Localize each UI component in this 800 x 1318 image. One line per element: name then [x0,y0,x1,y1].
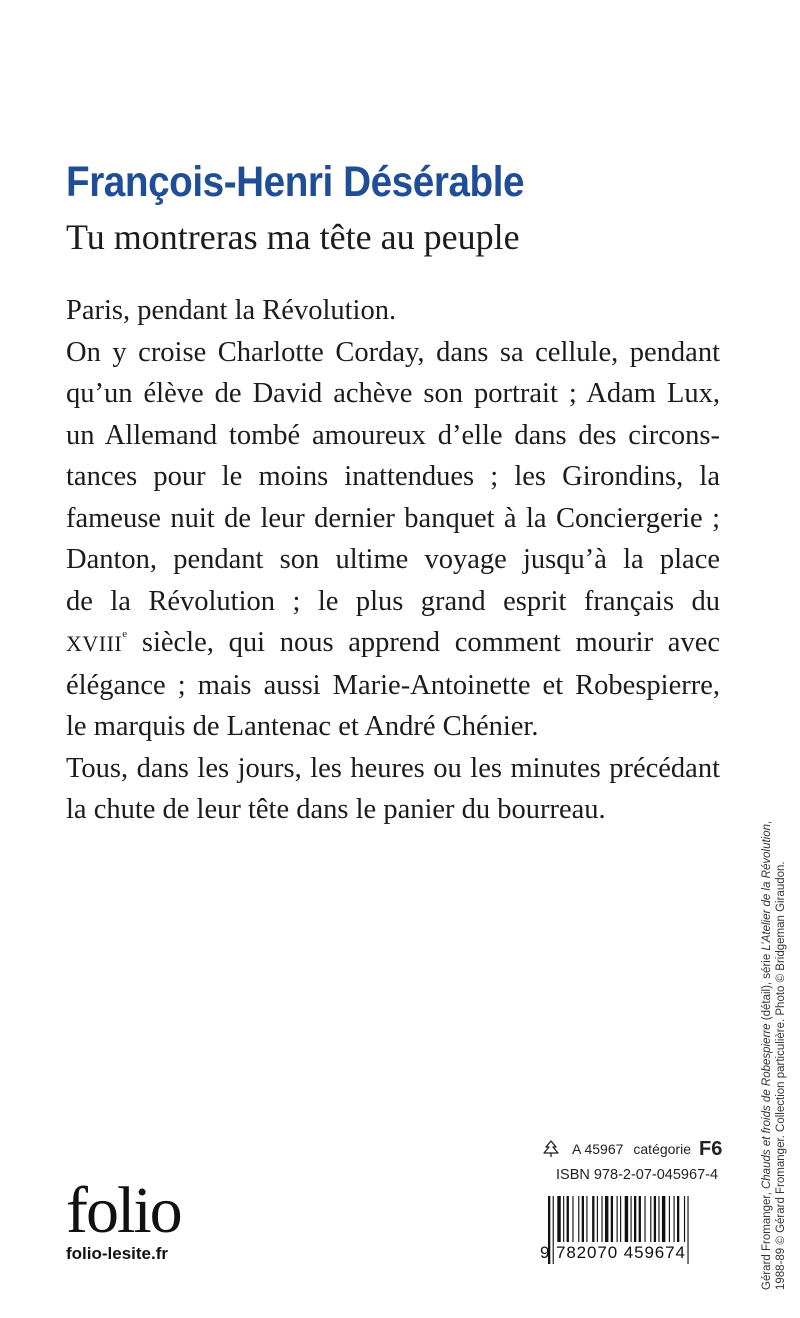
blurb-line: de la Révolution ; le plus grand esprit français du [66,585,720,617]
credit-artist: Gérard Fromanger, [761,1189,773,1290]
blurb-line: Tous, dans les jours, les heures ou les minutes précédant [66,752,720,784]
blurb-line: qu’un élève de David achève son portrait ; Adam Lux, [66,378,720,409]
barcode-bar [654,1196,656,1242]
cover-image-credit [760,710,788,1290]
blurb-line: Danton, pendant son ultime voyage jusqu’à la place [66,544,720,575]
blurb-line: fameuse nuit de leur dernier banquet à la Conciergerie ; [66,502,720,534]
barcode-bar [625,1196,628,1242]
barcode-bar [578,1196,579,1242]
barcode-bar [557,1196,560,1242]
author-name: François-Henri Désérable [66,158,525,206]
category-code: F6 [698,1137,723,1160]
book-title: Tu montreras ma tête au peuple [66,217,520,257]
blurb-line: tances pour le moins inattendues ; les Girondins, la [66,461,720,492]
folio-tree-icon [540,1140,562,1158]
publisher-website: folio-lesite.fr [66,1244,169,1263]
category-label: catégorie [633,1141,691,1157]
barcode-bar [592,1196,594,1242]
credit-work-title: Chauds et froids de Robespierre [761,1023,773,1190]
barcode-bar [582,1196,584,1242]
barcode-bar [605,1196,608,1242]
barcode-bar [674,1196,675,1242]
credit-comma: , [761,820,773,824]
barcode-bar [572,1196,573,1242]
barcode-bar [617,1196,618,1242]
barcode-bar [563,1196,564,1242]
barcode-bar [567,1196,569,1242]
century-superscript: e [122,628,128,640]
barcode-bar [658,1196,659,1242]
barcode-bar [597,1196,598,1242]
credit-line-2: 1988-89 © Gérard Fromanger. Collection particulière. Photo © Bridgeman Giraudon. [775,861,787,1290]
blurb-line: Paris, pendant la Révolution. [66,295,397,326]
credit-detail: (détail), série [761,950,773,1024]
blurb-line: un Allemand tombé amoureux d’elle dans des circons- [66,419,720,451]
barcode-bar [631,1196,632,1242]
back-cover-blurb [66,290,720,831]
barcode-bar [662,1196,665,1242]
barcode-bar [669,1196,670,1242]
isbn: ISBN 978-2-07-045967-4 [556,1167,719,1183]
credit-series: L’Atelier de la Révolution [761,823,773,951]
blurb-line [66,622,720,665]
barcode-bar [601,1196,602,1242]
barcode-digits: 9 782070 459674 [540,1243,686,1262]
folio-logo: folio [66,1174,181,1247]
barcode-bar [650,1196,651,1242]
barcode-bar [684,1196,685,1242]
barcode-bar [639,1196,641,1242]
barcode-bar [586,1196,587,1242]
blurb-line: On y croise Charlotte Corday, dans sa cellule, pendant [66,336,720,368]
blurb-line: le marquis de Lantenac et André Chénier. [66,711,539,742]
century-numeral: XVIII [66,631,123,656]
barcode-bar [644,1196,645,1242]
catalog-number: A 45967 [572,1141,624,1157]
barcode-bar [677,1196,679,1242]
barcode-bar [611,1196,613,1242]
blurb-line-rest: siècle, qui nous apprend comment mourir avec [127,627,720,658]
blurb-line: la chute de leur tête dans le panier du bourreau. [66,794,606,825]
blurb-line: élégance ; mais aussi Marie-Antoinette et Robespierre, [66,669,720,701]
barcode-bar [620,1196,621,1242]
barcode-bar [634,1196,636,1242]
catalog-info [540,1138,722,1160]
credit-line-1 [760,710,774,1290]
